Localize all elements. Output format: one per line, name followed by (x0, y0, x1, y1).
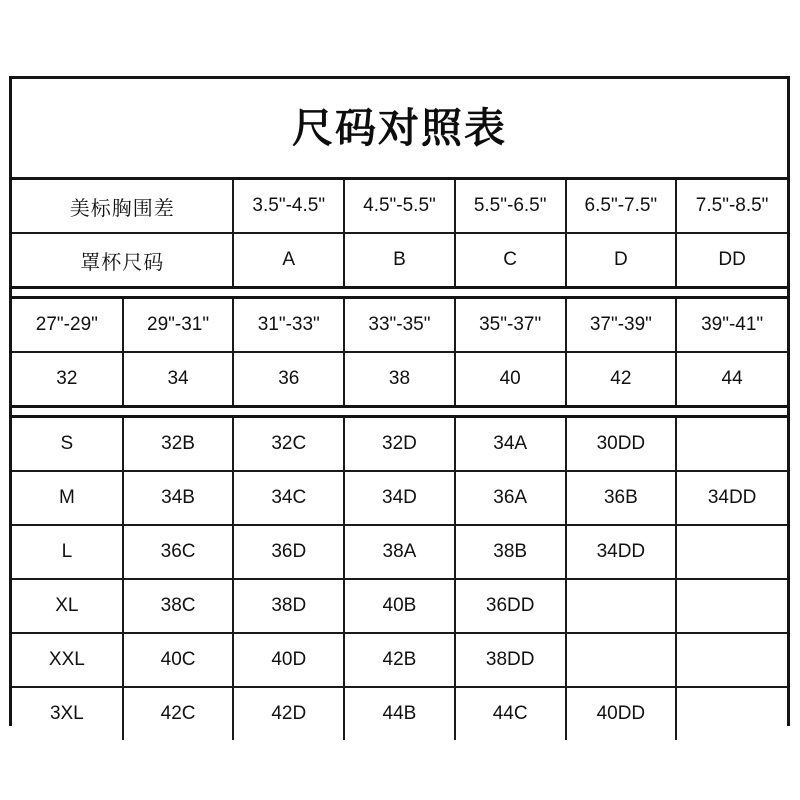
cell-bust-diff-3: 5.5"-6.5" (455, 180, 566, 233)
cell-cup-3: C (455, 233, 566, 286)
size-mapping-section (12, 418, 787, 740)
cell-xl-5 (566, 579, 677, 633)
cell-s-1: 32B (123, 418, 234, 471)
table-row-bust-difference (12, 180, 787, 233)
cell-3xl-4: 44C (455, 687, 566, 740)
cell-l-2: 36D (233, 525, 344, 579)
cell-band-range-2: 29"-31" (123, 299, 234, 352)
table-row (12, 525, 787, 579)
cell-3xl-5: 40DD (566, 687, 677, 740)
table-row (12, 687, 787, 740)
cell-m-3: 34D (344, 471, 455, 525)
cell-s-4: 34A (455, 418, 566, 471)
table-row-band-number (12, 352, 787, 405)
chart-title-band (12, 79, 787, 180)
table-row (12, 418, 787, 471)
cell-m-1: 34B (123, 471, 234, 525)
cell-xxl-6 (676, 633, 787, 687)
cell-band-number-2: 34 (123, 352, 234, 405)
section-divider-lower (12, 405, 787, 418)
cell-xl-6 (676, 579, 787, 633)
cell-band-number-4: 38 (344, 352, 455, 405)
cell-xl-4: 36DD (455, 579, 566, 633)
cell-bust-diff-1: 3.5"-4.5" (233, 180, 344, 233)
cell-3xl-1: 42C (123, 687, 234, 740)
cell-bust-diff-2: 4.5"-5.5" (344, 180, 455, 233)
cell-l-3: 38A (344, 525, 455, 579)
cell-m-2: 34C (233, 471, 344, 525)
cell-3xl-3: 44B (344, 687, 455, 740)
cell-band-number-7: 44 (676, 352, 787, 405)
cell-xxl-3: 42B (344, 633, 455, 687)
cell-band-range-1: 27"-29" (12, 299, 123, 352)
band-size-section (12, 299, 787, 405)
cell-cup-2: B (344, 233, 455, 286)
row-label-bust-difference: 美标胸围差 (12, 180, 233, 233)
cell-l-1: 36C (123, 525, 234, 579)
size-chart-table (9, 76, 790, 726)
cell-xxl-1: 40C (123, 633, 234, 687)
section-divider-upper (12, 286, 787, 299)
cell-size-label-3xl: 3XL (12, 687, 123, 740)
cell-m-5: 36B (566, 471, 677, 525)
table-row (12, 471, 787, 525)
cell-size-label-s: S (12, 418, 123, 471)
cell-band-number-1: 32 (12, 352, 123, 405)
row-label-cup-size: 罩杯尺码 (12, 233, 233, 286)
cell-xxl-4: 38DD (455, 633, 566, 687)
cell-band-range-5: 35"-37" (455, 299, 566, 352)
cell-cup-5: DD (676, 233, 787, 286)
cell-xl-2: 38D (233, 579, 344, 633)
cup-size-section (12, 180, 787, 286)
cell-band-number-5: 40 (455, 352, 566, 405)
cell-xxl-5 (566, 633, 677, 687)
cell-xl-1: 38C (123, 579, 234, 633)
cell-m-6: 34DD (676, 471, 787, 525)
page-title: 尺码对照表 (292, 103, 507, 152)
cell-s-5: 30DD (566, 418, 677, 471)
cell-band-range-7: 39"-41" (676, 299, 787, 352)
cell-l-6 (676, 525, 787, 579)
cell-xl-3: 40B (344, 579, 455, 633)
cell-3xl-6 (676, 687, 787, 740)
table-row (12, 579, 787, 633)
cell-3xl-2: 42D (233, 687, 344, 740)
cell-m-4: 36A (455, 471, 566, 525)
cell-band-range-3: 31"-33" (233, 299, 344, 352)
cell-band-number-3: 36 (233, 352, 344, 405)
table-row (12, 633, 787, 687)
cell-l-5: 34DD (566, 525, 677, 579)
cell-size-label-xxl: XXL (12, 633, 123, 687)
cell-cup-4: D (566, 233, 677, 286)
cell-xxl-2: 40D (233, 633, 344, 687)
cell-size-label-l: L (12, 525, 123, 579)
cell-band-range-4: 33"-35" (344, 299, 455, 352)
cell-size-label-xl: XL (12, 579, 123, 633)
cell-bust-diff-4: 6.5"-7.5" (566, 180, 677, 233)
cell-band-number-6: 42 (566, 352, 677, 405)
cell-s-2: 32C (233, 418, 344, 471)
table-row-underbust-range (12, 299, 787, 352)
cell-size-label-m: M (12, 471, 123, 525)
table-row-cup-size (12, 233, 787, 286)
cell-l-4: 38B (455, 525, 566, 579)
cell-band-range-6: 37"-39" (566, 299, 677, 352)
cell-cup-1: A (233, 233, 344, 286)
cell-s-3: 32D (344, 418, 455, 471)
cell-s-6 (676, 418, 787, 471)
cell-bust-diff-5: 7.5"-8.5" (676, 180, 787, 233)
